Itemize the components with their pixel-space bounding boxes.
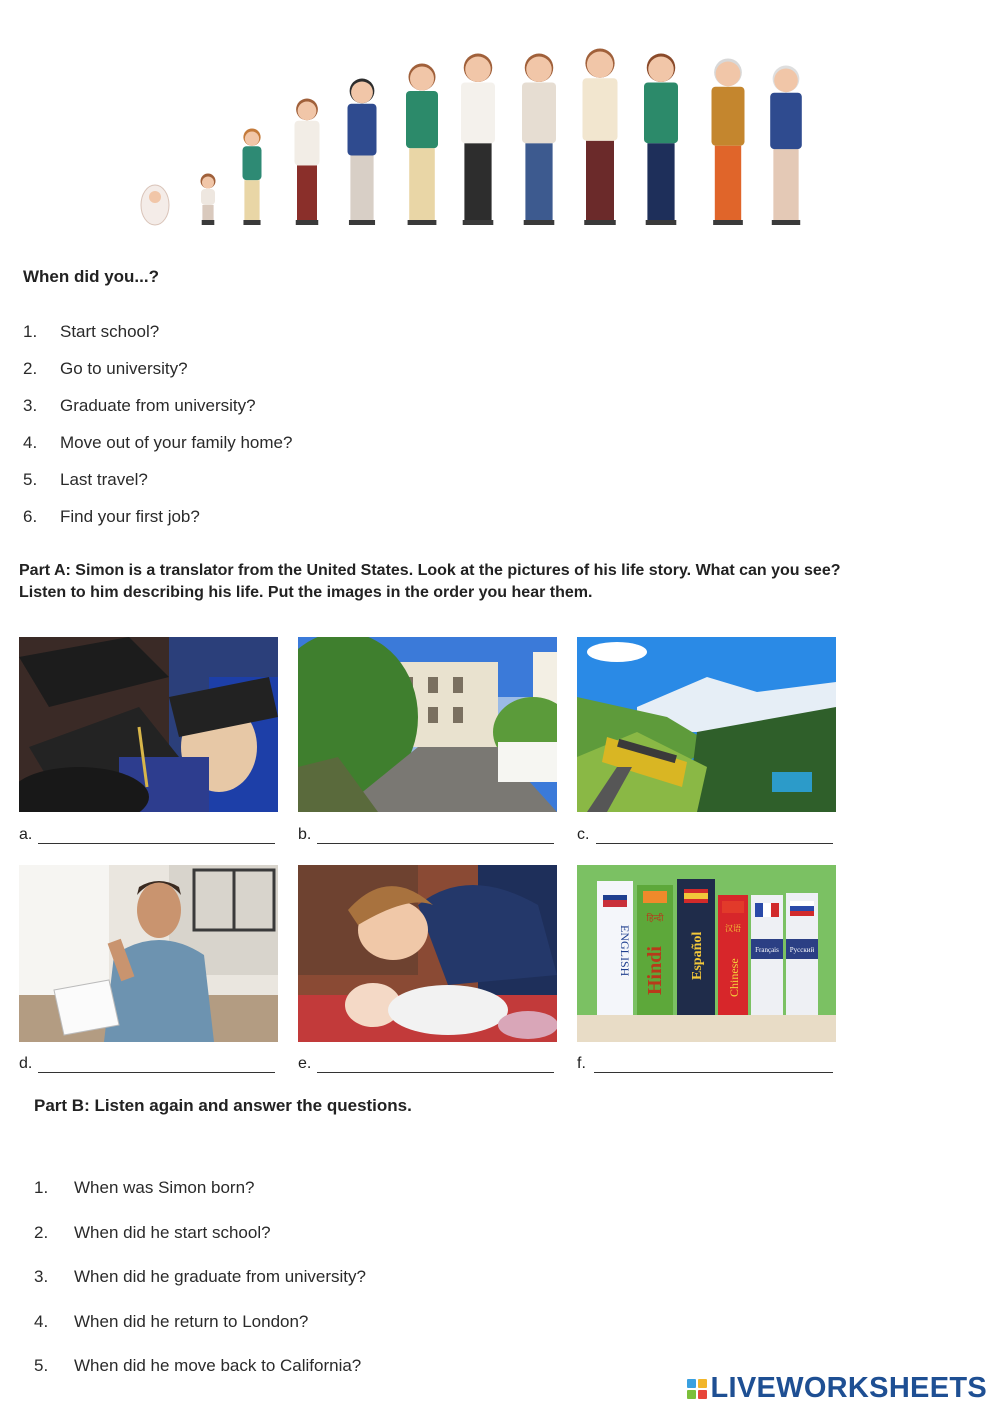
question-text: Last travel? [60, 470, 148, 489]
question-text: When did he return to London? [74, 1311, 309, 1331]
list-item [23, 359, 292, 396]
book-title-chinese: Chinese [727, 958, 741, 997]
question-number: 4. [34, 1311, 49, 1331]
life-stage-figure [295, 99, 320, 226]
question-number: 5. [34, 1356, 49, 1375]
list-item [34, 1267, 366, 1312]
book-script-chinese: 汉语 [725, 924, 741, 933]
life-stage-figure [201, 174, 216, 226]
answer-input-f[interactable] [594, 1052, 837, 1074]
answer-line-d [38, 1072, 275, 1073]
answer-input-d[interactable] [38, 1052, 279, 1074]
life-stage-figure [712, 59, 745, 226]
list-item [34, 1356, 366, 1401]
mountain-train-photo [577, 637, 836, 812]
answer-label-a: a. [19, 826, 33, 843]
liveworksheets-logo-icon [687, 1379, 707, 1399]
life-stage-figure [461, 54, 495, 226]
life-stage-figure [522, 54, 556, 226]
question-text: Find your first job? [60, 507, 200, 526]
answer-label-b: b. [298, 826, 312, 843]
answer-line-a [38, 843, 275, 844]
answer-label-d: d. [19, 1055, 33, 1072]
question-text: Start school? [60, 322, 160, 341]
language-dictionaries-photo [577, 865, 836, 1042]
answer-input-e[interactable] [317, 1052, 558, 1074]
life-stage-figure [141, 185, 169, 225]
warmup-heading: When did you...? [23, 267, 159, 286]
question-number: 2. [23, 359, 38, 378]
life-stages-illustration [130, 40, 830, 235]
book-title-hindi: Hindi [644, 946, 666, 995]
question-number: 2. [34, 1222, 49, 1242]
answer-line-b [317, 843, 554, 844]
list-item [23, 322, 292, 359]
liveworksheets-logo[interactable] [687, 1372, 988, 1405]
graduation-caps-photo [19, 637, 278, 812]
answer-input-b[interactable] [317, 823, 558, 845]
part-b-heading: Part B: Listen again and answer the questions. [34, 1096, 412, 1115]
book-script-hindi: हिन्दी [646, 914, 664, 924]
question-number: 3. [34, 1267, 49, 1286]
answer-line-f [594, 1072, 833, 1073]
answer-label-f: f. [577, 1055, 586, 1072]
question-number: 5. [23, 470, 38, 489]
question-number: 1. [34, 1178, 49, 1197]
cobbled-street-photo [298, 637, 557, 812]
answer-line-c [596, 843, 833, 844]
list-item [23, 507, 292, 544]
book-title-espanol: Español [690, 931, 705, 980]
question-number: 1. [23, 322, 38, 341]
question-text: When did he graduate from university? [74, 1267, 366, 1286]
list-item [23, 433, 292, 470]
part-a-instructions: Part A: Simon is a translator from the United States. Look at the pictures of his life story. What can you see? Listen to him describing his life. Put the images in the order you hear them. [19, 562, 841, 601]
book-title-english: ENGLISH [618, 925, 632, 977]
list-item [23, 470, 292, 507]
question-number: 4. [23, 433, 38, 452]
question-number: 6. [23, 507, 38, 526]
answer-line-e [317, 1072, 554, 1073]
part-b-question-list [34, 1178, 366, 1401]
life-stage-figure [644, 54, 678, 226]
life-stage-figure [348, 79, 377, 226]
list-item [34, 1178, 366, 1223]
question-text: When was Simon born? [74, 1178, 255, 1197]
life-stage-figure [406, 64, 438, 226]
question-number: 3. [23, 396, 38, 415]
answer-input-a[interactable] [38, 823, 279, 845]
question-text: Move out of your family home? [60, 433, 293, 452]
question-text: Graduate from university? [60, 396, 256, 415]
life-stage-figure [770, 66, 802, 226]
happy-man-reading-letter-photo [19, 865, 278, 1042]
life-stage-figure [583, 49, 618, 226]
life-stage-figure [243, 129, 262, 226]
book-title-francais: Français [755, 946, 779, 954]
warmup-question-list [23, 322, 292, 544]
answer-input-c[interactable] [596, 823, 837, 845]
answer-label-e: e. [298, 1055, 312, 1072]
answer-label-c: c. [577, 826, 590, 843]
list-item [23, 396, 292, 433]
question-text: Go to university? [60, 359, 188, 378]
question-text: When did he move back to California? [74, 1356, 362, 1375]
book-title-russian: Русский [789, 946, 815, 954]
question-text: When did he start school? [74, 1222, 271, 1242]
boy-with-baby-photo [298, 865, 557, 1042]
logo-text: LIVEWORKSHEETS [710, 1372, 987, 1404]
list-item [34, 1223, 366, 1268]
list-item [34, 1312, 366, 1357]
